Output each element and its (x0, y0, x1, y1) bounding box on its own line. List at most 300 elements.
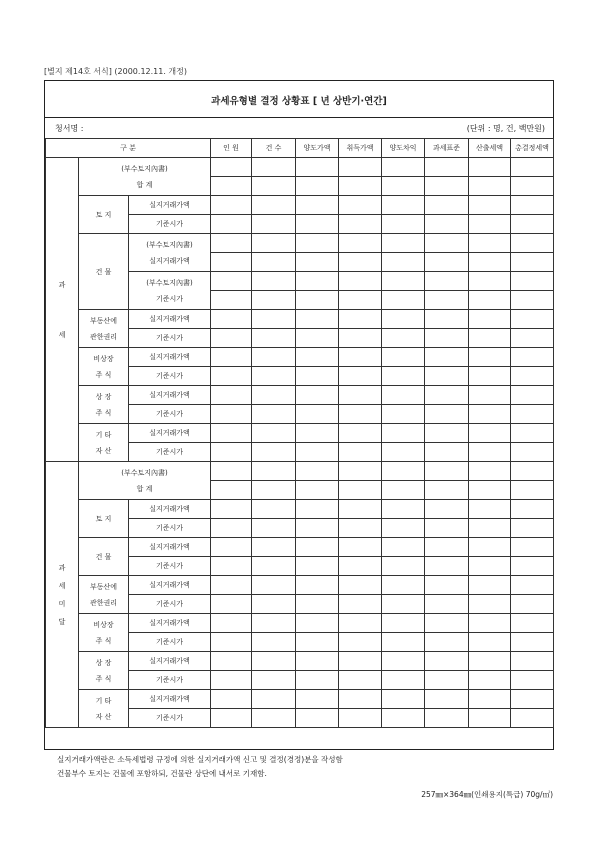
value-cell[interactable] (382, 234, 425, 253)
value-cell[interactable] (425, 310, 469, 329)
value-cell[interactable] (382, 690, 425, 709)
value-cell[interactable] (382, 291, 425, 310)
value-cell[interactable] (252, 196, 296, 215)
value-cell[interactable] (296, 595, 339, 614)
value-cell[interactable] (511, 633, 554, 652)
value-cell[interactable] (469, 329, 511, 348)
title-divider (45, 117, 553, 118)
value-cell[interactable] (252, 595, 296, 614)
value-cell[interactable] (339, 367, 382, 386)
value-cell[interactable] (211, 595, 252, 614)
value-cell[interactable] (211, 291, 252, 310)
section-taxable: 과 세 (46, 158, 79, 462)
value-cell[interactable] (252, 386, 296, 405)
value-cell[interactable] (425, 557, 469, 576)
value-cell[interactable] (211, 405, 252, 424)
value-cell[interactable] (211, 310, 252, 329)
value-cell[interactable] (382, 709, 425, 728)
value-cell[interactable] (252, 367, 296, 386)
value-cell[interactable] (469, 614, 511, 633)
value-cell[interactable] (425, 462, 469, 481)
value-cell[interactable] (469, 633, 511, 652)
value-cell[interactable] (382, 614, 425, 633)
value-cell[interactable] (469, 500, 511, 519)
value-cell[interactable] (211, 348, 252, 367)
value-cell[interactable] (211, 272, 252, 291)
price-kind: (부수토지內書) 기준시가 (129, 272, 211, 310)
value-cell[interactable] (511, 443, 554, 462)
status-table (45, 138, 554, 728)
value-cell[interactable] (425, 158, 469, 177)
value-cell[interactable] (252, 462, 296, 481)
value-cell[interactable] (469, 196, 511, 215)
value-cell[interactable] (339, 386, 382, 405)
table-row (46, 652, 554, 671)
price-kind: 기준시가 (129, 443, 211, 462)
value-cell[interactable] (252, 215, 296, 234)
value-cell[interactable] (339, 709, 382, 728)
value-cell[interactable] (339, 519, 382, 538)
value-cell[interactable] (382, 329, 425, 348)
office-label: 청서명 : (55, 124, 84, 133)
value-cell[interactable] (339, 253, 382, 272)
value-cell[interactable] (511, 291, 554, 310)
value-cell[interactable] (296, 386, 339, 405)
row-group-label: 건 물 (79, 538, 129, 576)
value-cell[interactable] (382, 424, 425, 443)
value-cell[interactable] (382, 481, 425, 500)
value-cell[interactable] (425, 576, 469, 595)
value-cell[interactable] (211, 538, 252, 557)
value-cell[interactable] (252, 671, 296, 690)
value-cell[interactable] (469, 405, 511, 424)
value-cell[interactable] (211, 633, 252, 652)
value-cell[interactable] (211, 614, 252, 633)
value-cell[interactable] (296, 424, 339, 443)
value-cell[interactable] (511, 329, 554, 348)
value-cell[interactable] (211, 234, 252, 253)
price-kind: 실지거래가액 (129, 386, 211, 405)
value-cell[interactable] (252, 614, 296, 633)
table-row (46, 386, 554, 405)
value-cell[interactable] (339, 557, 382, 576)
value-cell[interactable] (339, 481, 382, 500)
table-row (46, 462, 554, 481)
row-group-label: 토 지 (79, 500, 129, 538)
price-kind: 기준시가 (129, 671, 211, 690)
value-cell[interactable] (469, 538, 511, 557)
value-cell[interactable] (425, 386, 469, 405)
value-cell[interactable] (211, 652, 252, 671)
row-group-label: 부동산에 관한권리 (79, 310, 129, 348)
value-cell[interactable] (511, 215, 554, 234)
value-cell[interactable] (425, 405, 469, 424)
value-cell[interactable] (252, 405, 296, 424)
row-group-label: 기 타 자 산 (79, 424, 129, 462)
value-cell[interactable] (339, 158, 382, 177)
value-cell[interactable] (382, 310, 425, 329)
price-kind: 실지거래가액 (129, 538, 211, 557)
value-cell[interactable] (211, 576, 252, 595)
row-group-label: 토 지 (79, 196, 129, 234)
paper-spec: 257㎜×364㎜(인쇄용지(특급) 70g/㎡) (421, 790, 553, 799)
value-cell[interactable] (382, 158, 425, 177)
value-cell[interactable] (211, 519, 252, 538)
value-cell[interactable] (296, 405, 339, 424)
value-cell[interactable] (425, 595, 469, 614)
value-cell[interactable] (425, 652, 469, 671)
value-cell[interactable] (339, 310, 382, 329)
value-cell[interactable] (469, 234, 511, 253)
value-cell[interactable] (252, 519, 296, 538)
value-cell[interactable] (339, 500, 382, 519)
value-cell[interactable] (511, 652, 554, 671)
value-cell[interactable] (425, 614, 469, 633)
total-label: (부수토지內書) 합 계 (79, 462, 211, 500)
value-cell[interactable] (382, 519, 425, 538)
value-cell[interactable] (382, 367, 425, 386)
value-cell[interactable] (252, 538, 296, 557)
value-cell[interactable] (382, 500, 425, 519)
value-cell[interactable] (296, 367, 339, 386)
value-cell[interactable] (339, 405, 382, 424)
value-cell[interactable] (211, 158, 252, 177)
value-cell[interactable] (252, 690, 296, 709)
value-cell[interactable] (425, 519, 469, 538)
value-cell[interactable] (211, 690, 252, 709)
price-kind: 실지거래가액 (129, 614, 211, 633)
value-cell[interactable] (339, 348, 382, 367)
value-cell[interactable] (296, 709, 339, 728)
value-cell[interactable] (252, 310, 296, 329)
value-cell[interactable] (339, 291, 382, 310)
value-cell[interactable] (339, 272, 382, 291)
value-cell[interactable] (252, 158, 296, 177)
value-cell[interactable] (425, 671, 469, 690)
value-cell[interactable] (511, 595, 554, 614)
value-cell[interactable] (339, 462, 382, 481)
value-cell[interactable] (511, 367, 554, 386)
value-cell[interactable] (339, 196, 382, 215)
value-cell[interactable] (339, 443, 382, 462)
value-cell[interactable] (296, 462, 339, 481)
value-cell[interactable] (469, 481, 511, 500)
value-cell[interactable] (469, 519, 511, 538)
price-kind: 실지거래가액 (129, 196, 211, 215)
value-cell[interactable] (511, 386, 554, 405)
price-kind: 기준시가 (129, 329, 211, 348)
value-cell[interactable] (211, 500, 252, 519)
value-cell[interactable] (296, 215, 339, 234)
value-cell[interactable] (511, 576, 554, 595)
value-cell[interactable] (382, 671, 425, 690)
row-group-label: 기 타 자 산 (79, 690, 129, 728)
value-cell[interactable] (469, 386, 511, 405)
value-cell[interactable] (296, 196, 339, 215)
value-cell[interactable] (252, 633, 296, 652)
value-cell[interactable] (469, 158, 511, 177)
value-cell[interactable] (469, 177, 511, 196)
value-cell[interactable] (425, 424, 469, 443)
value-cell[interactable] (296, 272, 339, 291)
value-cell[interactable] (382, 652, 425, 671)
value-cell[interactable] (296, 443, 339, 462)
value-cell[interactable] (339, 614, 382, 633)
value-cell[interactable] (252, 253, 296, 272)
form-title: 과세유형별 결정 상황표 [ 년 상반기·연간] (211, 96, 387, 107)
value-cell[interactable] (469, 310, 511, 329)
value-cell[interactable] (252, 576, 296, 595)
value-cell[interactable] (511, 462, 554, 481)
value-cell[interactable] (511, 519, 554, 538)
value-cell[interactable] (511, 348, 554, 367)
value-cell[interactable] (425, 196, 469, 215)
value-cell[interactable] (425, 291, 469, 310)
value-cell[interactable] (211, 253, 252, 272)
value-cell[interactable] (425, 177, 469, 196)
value-cell[interactable] (252, 272, 296, 291)
value-cell[interactable] (211, 386, 252, 405)
value-cell[interactable] (425, 709, 469, 728)
value-cell[interactable] (425, 253, 469, 272)
value-cell[interactable] (469, 215, 511, 234)
value-cell[interactable] (296, 253, 339, 272)
value-cell[interactable] (211, 557, 252, 576)
form-frame (44, 80, 554, 778)
value-cell[interactable] (252, 348, 296, 367)
value-cell[interactable] (382, 253, 425, 272)
value-cell[interactable] (211, 215, 252, 234)
price-kind: 실지거래가액 (129, 652, 211, 671)
table-row (46, 500, 554, 519)
row-group-label: 부동산에 관한권리 (79, 576, 129, 614)
value-cell[interactable] (296, 538, 339, 557)
table-row (46, 234, 554, 253)
value-cell[interactable] (511, 196, 554, 215)
value-cell[interactable] (252, 500, 296, 519)
value-cell[interactable] (296, 329, 339, 348)
value-cell[interactable] (469, 709, 511, 728)
value-cell[interactable] (425, 367, 469, 386)
value-cell[interactable] (511, 310, 554, 329)
table-row (46, 614, 554, 633)
value-cell[interactable] (425, 215, 469, 234)
value-cell[interactable] (382, 595, 425, 614)
price-kind: 기준시가 (129, 595, 211, 614)
value-cell[interactable] (252, 291, 296, 310)
row-group-label: 비상장 주 식 (79, 614, 129, 652)
value-cell[interactable] (339, 652, 382, 671)
value-cell[interactable] (425, 272, 469, 291)
header-col: 인 원 (211, 139, 252, 158)
value-cell[interactable] (211, 424, 252, 443)
value-cell[interactable] (296, 481, 339, 500)
section-nontaxable: 과 세 미 달 (46, 462, 79, 728)
value-cell[interactable] (339, 690, 382, 709)
value-cell[interactable] (511, 424, 554, 443)
value-cell[interactable] (511, 177, 554, 196)
value-cell[interactable] (296, 348, 339, 367)
value-cell[interactable] (339, 177, 382, 196)
table-row (46, 158, 554, 177)
value-cell[interactable] (296, 671, 339, 690)
value-cell[interactable] (211, 443, 252, 462)
value-cell[interactable] (382, 386, 425, 405)
value-cell[interactable] (469, 424, 511, 443)
value-cell[interactable] (211, 462, 252, 481)
value-cell[interactable] (511, 481, 554, 500)
price-kind: 실지거래가액 (129, 576, 211, 595)
value-cell[interactable] (211, 367, 252, 386)
value-cell[interactable] (296, 519, 339, 538)
value-cell[interactable] (425, 633, 469, 652)
value-cell[interactable] (211, 709, 252, 728)
unit-label: (단위 : 명, 건, 백만원) (466, 124, 545, 133)
value-cell[interactable] (382, 196, 425, 215)
value-cell[interactable] (425, 538, 469, 557)
header-col: 과세표준 (425, 139, 469, 158)
value-cell[interactable] (469, 652, 511, 671)
value-cell[interactable] (296, 614, 339, 633)
value-cell[interactable] (296, 652, 339, 671)
value-cell[interactable] (469, 690, 511, 709)
value-cell[interactable] (469, 443, 511, 462)
value-cell[interactable] (511, 500, 554, 519)
value-cell[interactable] (382, 215, 425, 234)
value-cell[interactable] (469, 576, 511, 595)
value-cell[interactable] (511, 405, 554, 424)
value-cell[interactable] (469, 671, 511, 690)
price-kind: 기준시가 (129, 633, 211, 652)
value-cell[interactable] (252, 709, 296, 728)
value-cell[interactable] (469, 348, 511, 367)
header-col: 건 수 (252, 139, 296, 158)
value-cell[interactable] (382, 405, 425, 424)
row-group-label: 상 장 주 식 (79, 386, 129, 424)
value-cell[interactable] (252, 424, 296, 443)
value-cell[interactable] (211, 177, 252, 196)
value-cell[interactable] (296, 177, 339, 196)
value-cell[interactable] (382, 462, 425, 481)
price-kind: 실지거래가액 (129, 690, 211, 709)
value-cell[interactable] (339, 671, 382, 690)
value-cell[interactable] (425, 348, 469, 367)
value-cell[interactable] (339, 633, 382, 652)
value-cell[interactable] (252, 652, 296, 671)
note-line-1: 실지거래가액란은 소득세법령 규정에 의한 실지거래가액 신고 및 결정(경정)분을 작성함 (57, 755, 343, 764)
value-cell[interactable] (211, 481, 252, 500)
value-cell[interactable] (511, 557, 554, 576)
value-cell[interactable] (296, 690, 339, 709)
value-cell[interactable] (211, 671, 252, 690)
price-kind: 실지거래가액 (129, 348, 211, 367)
value-cell[interactable] (469, 253, 511, 272)
value-cell[interactable] (425, 500, 469, 519)
table-row (46, 576, 554, 595)
value-cell[interactable] (252, 234, 296, 253)
value-cell[interactable] (382, 538, 425, 557)
value-cell[interactable] (511, 253, 554, 272)
value-cell[interactable] (425, 234, 469, 253)
value-cell[interactable] (511, 709, 554, 728)
header-col: 양도가액 (296, 139, 339, 158)
value-cell[interactable] (296, 158, 339, 177)
value-cell[interactable] (252, 177, 296, 196)
value-cell[interactable] (511, 158, 554, 177)
header-category: 구 분 (46, 139, 211, 158)
value-cell[interactable] (339, 424, 382, 443)
price-kind: 기준시가 (129, 557, 211, 576)
value-cell[interactable] (425, 481, 469, 500)
value-cell[interactable] (382, 348, 425, 367)
value-cell[interactable] (339, 234, 382, 253)
header-col: 산출세액 (469, 139, 511, 158)
value-cell[interactable] (469, 462, 511, 481)
value-cell[interactable] (469, 595, 511, 614)
value-cell[interactable] (339, 215, 382, 234)
value-cell[interactable] (339, 576, 382, 595)
value-cell[interactable] (296, 291, 339, 310)
header-col: 취득가액 (339, 139, 382, 158)
value-cell[interactable] (382, 557, 425, 576)
value-cell[interactable] (339, 329, 382, 348)
price-kind: (부수토지內書) 실지거래가액 (129, 234, 211, 272)
value-cell[interactable] (252, 481, 296, 500)
value-cell[interactable] (511, 690, 554, 709)
value-cell[interactable] (469, 557, 511, 576)
value-cell[interactable] (511, 234, 554, 253)
value-cell[interactable] (296, 234, 339, 253)
value-cell[interactable] (511, 671, 554, 690)
value-cell[interactable] (382, 272, 425, 291)
price-kind: 기준시가 (129, 709, 211, 728)
value-cell[interactable] (339, 595, 382, 614)
row-group-label: 비상장 주 식 (79, 348, 129, 386)
total-label: (부수토지內書) 합 계 (79, 158, 211, 196)
value-cell[interactable] (211, 329, 252, 348)
value-cell[interactable] (296, 576, 339, 595)
price-kind: 기준시가 (129, 367, 211, 386)
value-cell[interactable] (469, 367, 511, 386)
value-cell[interactable] (382, 177, 425, 196)
value-cell[interactable] (511, 614, 554, 633)
table-row (46, 196, 554, 215)
value-cell[interactable] (252, 557, 296, 576)
value-cell[interactable] (511, 538, 554, 557)
value-cell[interactable] (382, 633, 425, 652)
value-cell[interactable] (425, 690, 469, 709)
value-cell[interactable] (425, 443, 469, 462)
price-kind: 실지거래가액 (129, 500, 211, 519)
value-cell[interactable] (296, 633, 339, 652)
header-col: 양도차익 (382, 139, 425, 158)
value-cell[interactable] (382, 576, 425, 595)
value-cell[interactable] (469, 291, 511, 310)
value-cell[interactable] (211, 196, 252, 215)
table-row (46, 690, 554, 709)
table-row (46, 424, 554, 443)
value-cell[interactable] (296, 557, 339, 576)
value-cell[interactable] (296, 310, 339, 329)
value-cell[interactable] (511, 272, 554, 291)
value-cell[interactable] (252, 329, 296, 348)
value-cell[interactable] (296, 500, 339, 519)
value-cell[interactable] (382, 443, 425, 462)
value-cell[interactable] (339, 538, 382, 557)
value-cell[interactable] (425, 329, 469, 348)
value-cell[interactable] (252, 443, 296, 462)
value-cell[interactable] (469, 272, 511, 291)
